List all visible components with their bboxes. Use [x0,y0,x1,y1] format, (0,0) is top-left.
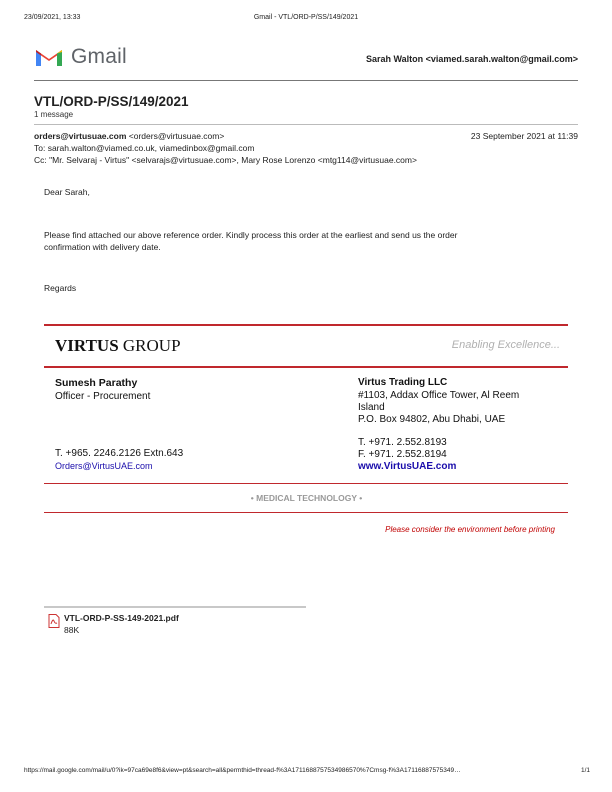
attachment-divider [44,606,306,608]
signature-top-rule [44,324,568,326]
message-count: 1 message [34,110,74,119]
sender [34,131,224,141]
body-line-2: confirmation with delivery date. [44,242,161,252]
company-address-3: P.O. Box 94802, Abu Dhabi, UAE [358,414,506,425]
signature-division-rule [44,483,568,484]
thread-subject: VTL/ORD-P/SS/149/2021 [34,94,189,109]
closing: Regards [44,283,77,293]
signature-tagline: Enabling Excellence... [451,339,560,351]
body-line-1: Please find attached our above reference order. Kindly process this order at the earliest and send us the order [44,230,458,240]
gmail-logo-text: Gmail [71,45,127,68]
signer-role: Officer - Procurement [55,391,151,402]
attachment-filename[interactable]: VTL-ORD-P-SS-149-2021.pdf [64,613,179,623]
gmail-logo [34,44,128,70]
pdf-file-icon[interactable] [48,614,60,633]
brand-rest: GROUP [118,336,181,355]
thread-divider [34,124,578,125]
sender-email[interactable]: orders@virtusuae.com [34,131,127,141]
company-name: Virtus Trading LLC [358,377,448,388]
division-label: • MEDICAL TECHNOLOGY • [250,493,363,503]
print-datetime: 23/09/2021, 13:33 [24,14,81,21]
print-title: Gmail - VTL/ORD-P/SS/149/2021 [253,14,359,21]
company-address-2: Island [358,402,385,413]
signature-bottom-rule [44,512,568,513]
signature-mid-rule [44,366,568,368]
company-phone: T. +971. 2.552.8193 [358,437,447,448]
company-fax: F. +971. 2.552.8194 [358,449,447,460]
sender-display: <orders@virtusuae.com> [128,131,225,141]
account-owner: Sarah Walton <viamed.sarah.walton@gmail.com> [365,54,578,64]
recipients-cc: Cc: "Mr. Selvaraj - Virtus" <selvarajs@virtusuae.com>, Mary Rose Lorenzo <mtg114@virtusuae.com> [34,155,417,165]
message-date: 23 September 2021 at 11:39 [470,131,578,141]
recipients-to: To: sarah.walton@viamed.co.uk, viamedinbox@gmail.com [34,143,255,153]
gmail-m-icon [34,46,64,68]
greeting: Dear Sarah, [44,187,90,197]
signer-email-link[interactable]: Orders@VirtusUAE.com [55,461,153,471]
company-website-link[interactable]: www.VirtusUAE.com [358,461,457,472]
signer-phone: T. +965. 2246.2126 Extn.643 [55,448,184,459]
signature-brand [55,336,181,356]
header-divider [34,80,578,81]
environment-note: Please consider the environment before printing [385,525,555,534]
company-address-1: #1103, Addax Office Tower, Al Reem [358,390,520,401]
attachment-size: 88K [64,625,80,635]
brand-bold: VIRTUS [55,336,119,355]
signer-name: Sumesh Parathy [55,377,138,389]
print-page-number: 1/1 [580,767,590,774]
print-url: https://mail.google.com/mail/u/0?ik=97ca69e8f6&view=pt&search=all&permthid=thread-f%3A1711688757534986570%7Cmsg-f%3A17116887575349… [24,767,461,774]
